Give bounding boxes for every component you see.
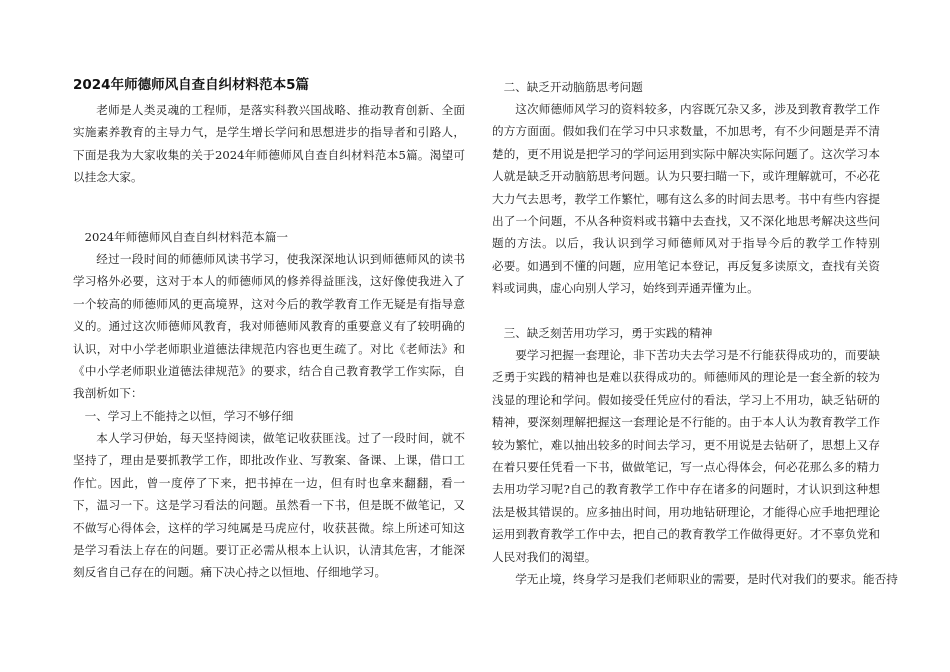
point2-title: 二、缺乏开动脑筋思考问题: [503, 80, 643, 94]
section1-title: 2024年师德师风自查自纠材料范本篇一: [84, 230, 289, 244]
point3-title: 三、缺乏刻苦用功学习，勇于实践的精神: [503, 326, 713, 340]
point1-paragraph: 本人学习伊始，每天坚持阅读，做笔记收获匪浅。过了一段时间，就不坚持了，理由是要抓教学工作，即批改作业、写教案、备课、上课，借口工作忙。因此，曾一度停了下来，把书掉在一边，但有时也拿来翻翻，看一下，温习一下。这是学习看法的问题。虽然看一下书，但是既不做笔记，又不做写心得体会，这样的学习纯属是马虎应付，收获甚微。综上所述可知这是学习看法上存在的问题。要订正必需从根本上认识，认清其危害，才能深刻反省自己存在的问题。痛下决心持之以恒地、仔细地学习。: [73, 431, 465, 580]
document-title: 2024年师德师风自查自纠材料范本5篇: [73, 77, 309, 93]
point2-paragraph: 这次师德师风学习的资料较多，内容既冗杂又多，涉及到教育教学工作的方方面面。假如我们在学习中只求数量，不加思考，有不少问题是弄不清楚的，更不用说是把学习的学问运用到实际中解决实际问题了。这次学习本人就是缺乏开动脑筋思考问题。认为只要扫瞄一下，或许理解就可，不必花大力气去思考，教学工作繁忙，哪有这么多的时间去思考。书中有些内容提出了一个问题，不从各种资料或书籍中去查找，又不深化地思考解决这些问题的方法。以后，我认识到学习师德师风对于指导今后的教学工作特别 必要。如遇到不懂的问题，应用笔记本登记，再反复多读原文，查找有关资料或词典，虚心向别人学习，始终到弄通弄懂为止。: [492, 102, 904, 296]
point1-title: 一、学习上不能持之以恒，学习不够仔细: [84, 409, 294, 423]
section1-paragraph: 经过一段时间的师德师风读书学习，使我深深地认识到师德师风的读书学习格外必要，这对于本人的师德师风的修养得益匪浅，这好像使我进入了一个较高的师德师风的更高境界，这对今后的教学教育工作无疑是有指导意义的。通过这次师德师风教育，我对师德师风教育的重要意义有了较明确的认识，对中小学老师职业道德法律规范内容也更生疏了。对比《老师法》和《中小学老师职业道德法律规范》的要求，结合自己教育教学工作实际，自我剖析如下：: [73, 252, 465, 401]
intro-paragraph: 老师是人类灵魂的工程师，是落实科教兴国战略、推动教育创新、全面实施素养教育的主导力气，是学生增长学问和思想进步的指导者和引路人，下面是我为大家收集的关于2024年师德师风自查自纠材料范本5篇。渴望可以挂念大家。: [73, 103, 465, 185]
closing-paragraph: 学无止境，终身学习是我们老师职业的需要，是时代对我们的要求。能否持: [515, 572, 898, 586]
point3-paragraph: 要学习把握一套理论，非下苦功夫去学习是不行能获得成功的，而要缺乏勇于实践的精神也是难以获得成功的。师德师风的理论是一套全新的较为浅显的理论和学问。假如接受任凭应付的看法，学习上不用功，缺乏钻研的精神，要深刻理解把握这一套理论是不行能的。由于本人认为教育教学工作较为繁忙，难以抽出较多的时间去学习，更不用说是去钻研了，思想上又存在着只要任凭看一下书，做做笔记，写一点心得体会，何必花那么多的精力去用功学习呢?自己的教育教学工作中存在诸多的问题时，才认识到这种想法是极其错误的。应多抽出时间，用功地钻研理论，才能得心应手地把理论运用到教育教学工作中去，把自己的教育教学工作做得更好。才不辜负党和人民对我们的渴望。: [492, 348, 880, 564]
